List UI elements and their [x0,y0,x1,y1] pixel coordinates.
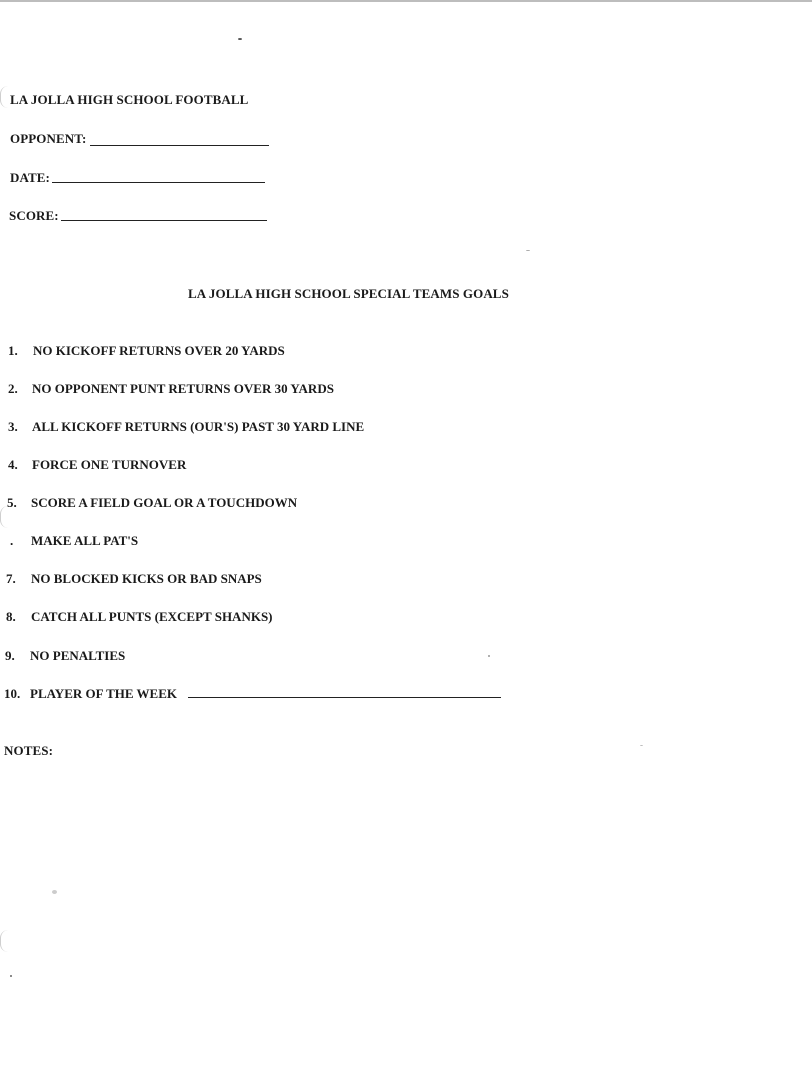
goal-text: FORCE ONE TURNOVER [32,457,187,472]
scan-speck [640,745,643,746]
document-title: LA JOLLA HIGH SCHOOL FOOTBALL [10,92,249,107]
notes-label: NOTES: [4,743,54,758]
goal-number: 4. [8,457,18,472]
page-top-edge [0,0,812,2]
list-item [0,648,700,664]
list-item [0,343,700,359]
goal-number: 3. [8,419,18,434]
goal-text: NO BLOCKED KICKS OR BAD SNAPS [31,571,262,586]
goal-number: 1. [8,343,18,358]
goal-text: NO OPPONENT PUNT RETURNS OVER 30 YARDS [32,381,334,396]
list-item [0,419,700,435]
date-label: DATE: [10,170,50,185]
goal-number: 5. [7,495,17,510]
goal-number: . [10,533,14,548]
list-item [0,609,700,625]
goal-text: PLAYER OF THE WEEK [30,686,178,701]
scan-speck [526,250,530,251]
scan-speck [10,975,12,977]
punch-hole-mark [0,86,9,108]
list-item [0,381,700,397]
list-item [0,495,700,511]
goal-text: SCORE A FIELD GOAL OR A TOUCHDOWN [31,495,298,510]
goal-text: NO KICKOFF RETURNS OVER 20 YARDS [33,343,285,358]
list-item [0,686,700,702]
list-item [0,457,700,473]
goal-text: ALL KICKOFF RETURNS (OUR'S) PAST 30 YARD LINE [32,419,365,434]
player-of-week-blank-line [188,697,501,698]
goal-number: 2. [8,381,18,396]
goal-text: CATCH ALL PUNTS (EXCEPT SHANKS) [31,609,273,624]
goal-number: 9. [5,648,15,663]
date-blank-line [52,182,265,183]
score-label: SCORE: [9,208,59,223]
scan-speck [238,38,242,40]
opponent-blank-line [90,145,269,146]
scan-speck [52,890,57,894]
punch-hole-mark [0,930,9,952]
goal-text: MAKE ALL PAT'S [31,533,139,548]
goal-number: 7. [6,571,16,586]
score-blank-line [61,220,267,221]
goals-heading: LA JOLLA HIGH SCHOOL SPECIAL TEAMS GOALS [188,286,509,301]
goal-number: 10. [4,686,21,701]
goal-number: 8. [6,609,16,624]
list-item [0,571,700,587]
opponent-label: OPPONENT: [10,131,87,146]
list-item [0,533,700,549]
goal-text: NO PENALTIES [30,648,126,663]
